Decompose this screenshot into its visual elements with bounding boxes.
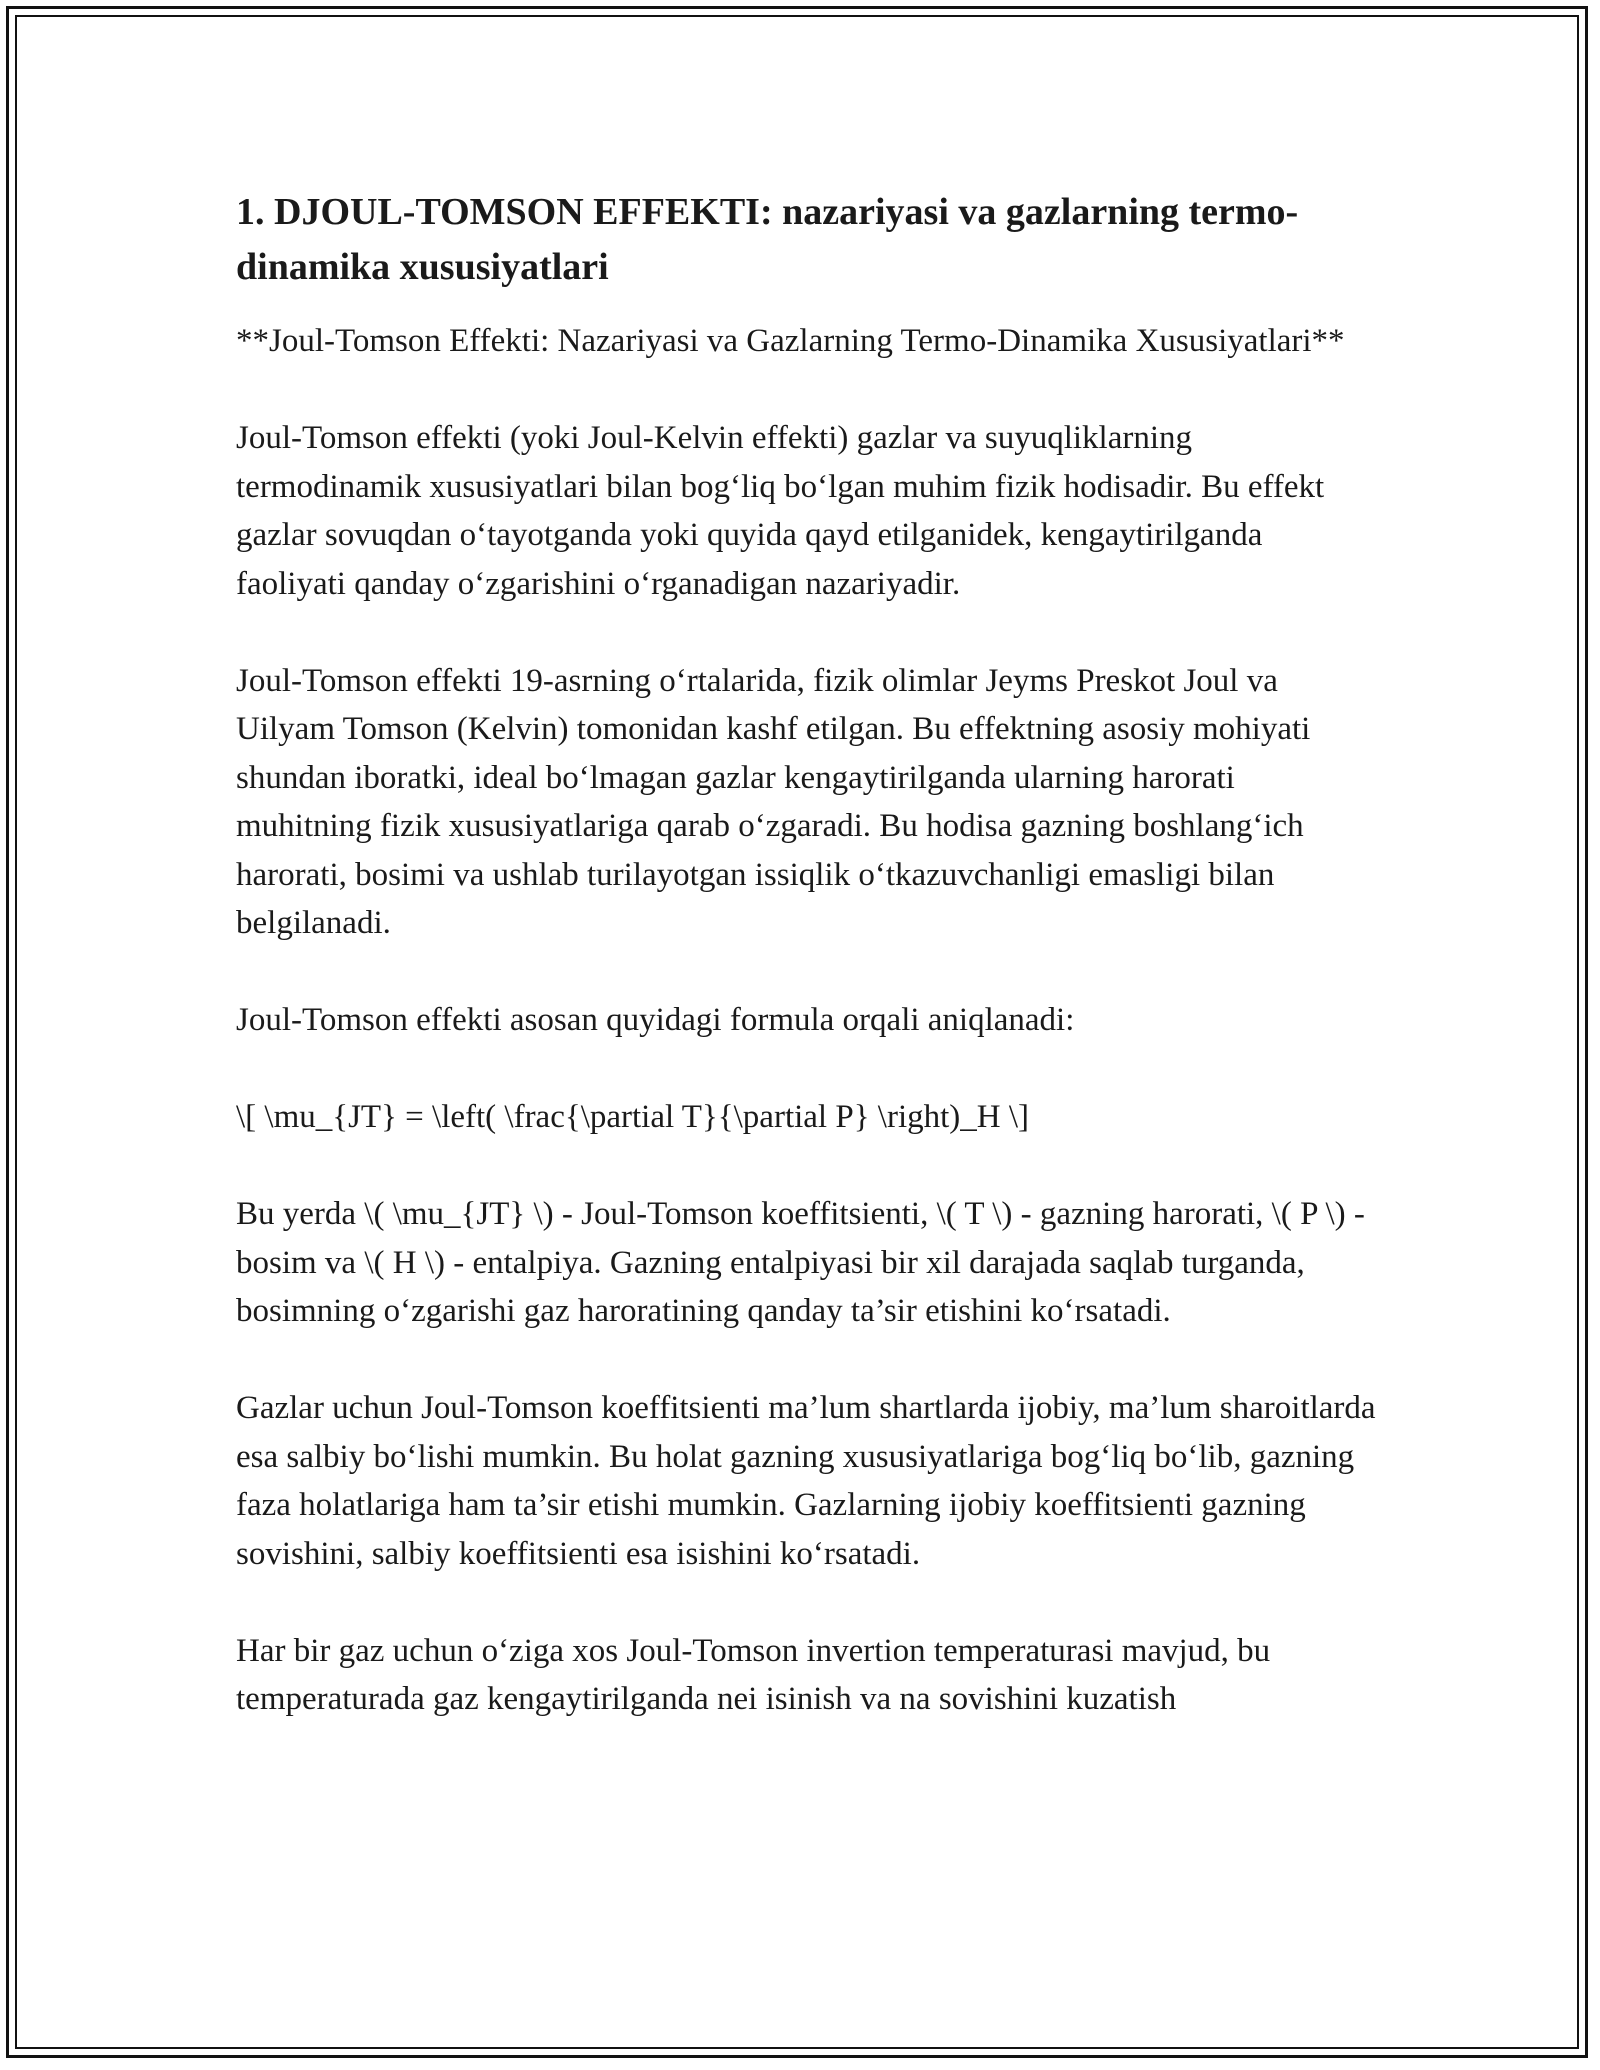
paragraph-formula-intro: Joul-Tomson effekti asosan quyidagi formula orqali aniqlanadi: (236, 1002, 1075, 1038)
subtitle: **Joul-Tomson Effekti: Nazariyasi va Gazlarning Termo-Dinamika Xususiyatlari** (236, 323, 1345, 359)
paragraph-intro: Joul-Tomson effekti (yoki Joul-Kelvin effekti) gazlar va suyuqliklarning termodinamik xususiyatlari bilan bog‘liq bo‘lgan muhim fizik hodisadir. Bu effekt gazlar sovuqdan o‘tayotganda yoki quyida qayd etilganidek, kengaytirilganda faoliyati qanday o‘zgarishini o‘rganadigan nazariyadir. (236, 420, 1325, 602)
paragraph-variables: Bu yerda \( \mu_{JT} \) - Joul-Tomson koeffitsienti, \( T \) - gazning harorati, \( P \) - bosim va \( H \) - entalpiya. Gazning entalpiyasi bir xil darajada saqlab turganda, bosimning o‘zgarishi gaz haroratining qanday ta’sir etishini ko‘rsatadi. (236, 1196, 1365, 1329)
section-title: 1. DJOUL-TOMSON EFFEKTI: nazariyasi va gazlarning termo-dinamika xususiyatlari (236, 191, 1299, 288)
paragraph-inversion: Har bir gaz uchun o‘ziga xos Joul-Tomson invertion temperaturasi mavjud, bu temperaturada gaz kengaytirilganda nei isinish va na sovishini kuzatish (236, 1632, 1271, 1717)
paragraph-history: Joul-Tomson effekti 19-asrning o‘rtalarida, fizik olimlar Jeyms Preskot Joul va Uilyam Tomson (Kelvin) tomonidan kashf etilgan. Bu effektning asosiy mohiyati shundan iboratki, ideal bo‘lmagan gazlar kengaytirilganda ularning harorati muhitning fizik xususiyatlariga qarab o‘zgaradi. Bu hodisa gazning boshlang‘ich harorati, bosimi va ushlab turilayotgan issiqlik o‘tkazuvchanligi emasligi bilan belgilanadi. (236, 662, 1311, 941)
paragraph-coefficient-sign: Gazlar uchun Joul-Tomson koeffitsienti ma’lum shartlarda ijobiy, ma’lum sharoitlarda esa salbiy bo‘lishi mumkin. Bu holat gazning xususiyatlariga bog‘liq bo‘lib, gazning faza holatlariga ham ta’sir etishi mumkin. Gazlarning ijobiy koeffitsienti gazning sovishini, salbiy koeffitsienti esa isishini ko‘rsatadi. (236, 1390, 1376, 1572)
document-body (236, 185, 1376, 1772)
formula-line: \[ \mu_{JT} = \left( \frac{\partial T}{\partial P} \right)_H \] (236, 1099, 1030, 1135)
